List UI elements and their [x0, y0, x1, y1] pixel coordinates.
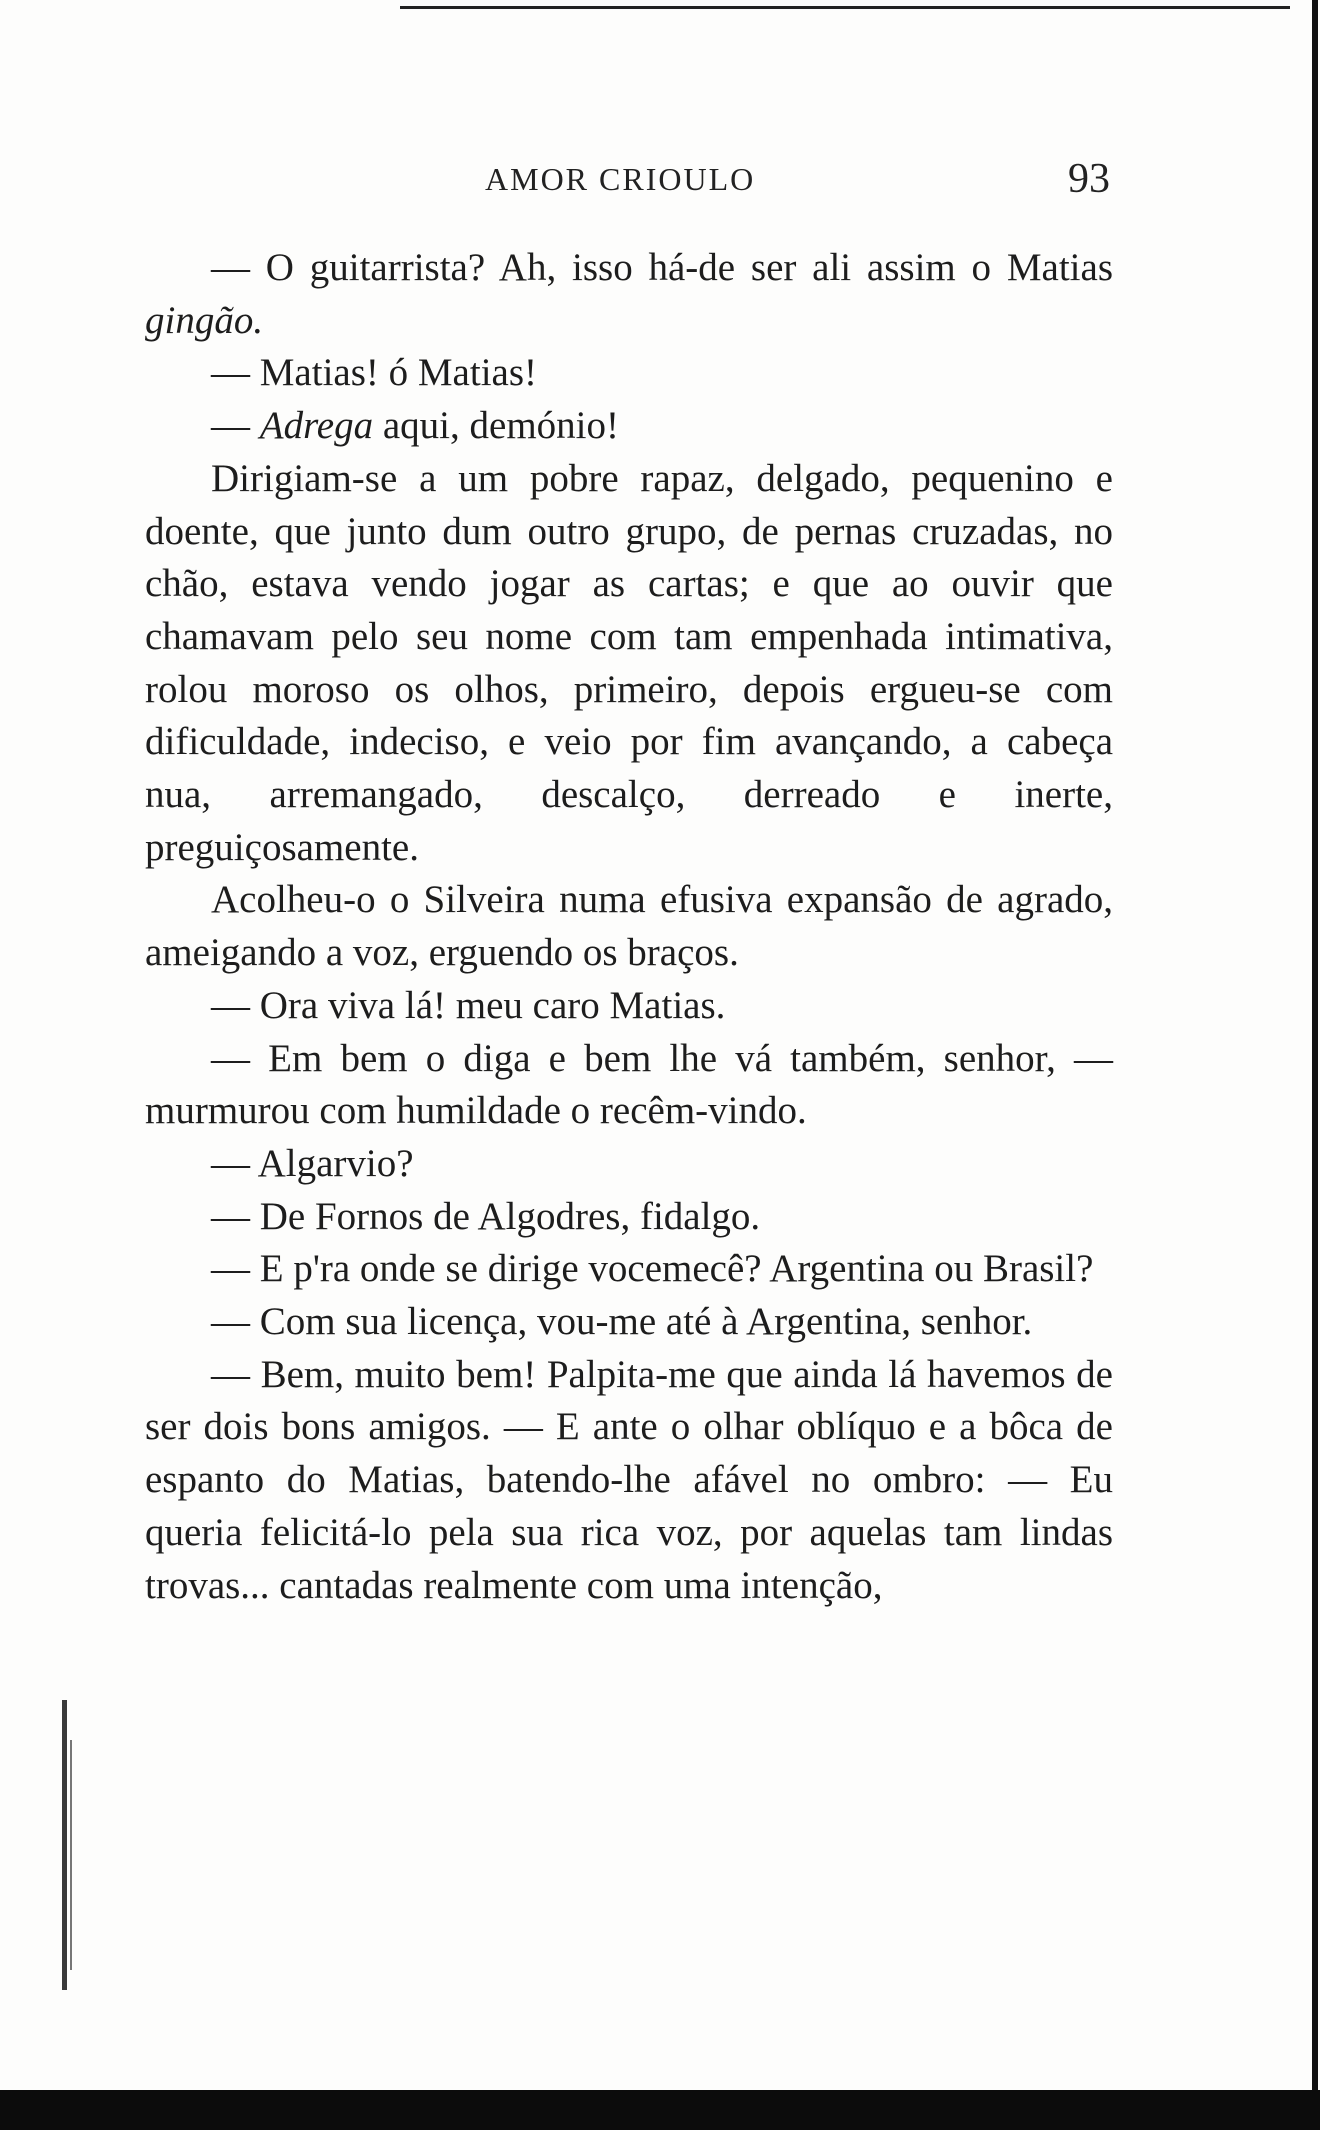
text-run: Acolheu-o o Silveira numa efusiva expansão de agrado, ameigando a voz, erguendo os braços. [145, 878, 1113, 975]
italic-text: gingão. [145, 298, 264, 342]
body-text [145, 242, 1113, 1612]
running-title: AMOR CRIOULO [485, 161, 756, 197]
paragraph [145, 242, 1113, 347]
text-run: — Ora viva lá! meu caro Matias. [211, 983, 726, 1027]
binding-shadow [62, 1700, 67, 1990]
scan-edge-bottom [0, 2090, 1320, 2130]
text-run: Dirigiam-se a um pobre rapaz, delgado, pequenino e doente, que junto dum outro grupo, de pernas cruzadas, no chão, estava vendo jogar as cartas; e que ao ouvir que chamavam pelo seu nome com tam empenhada intimativa, rolou moroso os olhos, primeiro, depois ergueu-se com dificuldade, indeciso, e veio por fim avançando, a cabeça nua, arremangado, descalço, derreado e inerte, preguiçosamente. [145, 456, 1113, 869]
text-run: — Bem, muito bem! Palpita-me que ainda lá havemos de ser dois bons amigos. — E ante o olhar oblíquo e a bôca de espanto do Matias, batendo-lhe afável no ombro: — Eu queria felicitá-lo pela sua rica voz, por aquelas tam lindas trovas... cantadas realmente com uma intenção, [145, 1352, 1113, 1607]
paragraph [145, 347, 1113, 400]
running-header [145, 155, 1110, 205]
paragraph [145, 1191, 1113, 1244]
page-number: 93 [1068, 156, 1110, 202]
text-run: — Matias! ó Matias! [211, 351, 538, 395]
binding-shadow-inner [70, 1740, 72, 1970]
text-run: — [211, 404, 260, 448]
paragraph [145, 980, 1113, 1033]
paragraph [145, 1243, 1113, 1296]
scan-edge-right [1312, 0, 1318, 2130]
paragraph [145, 1138, 1113, 1191]
text-run: — Algarvio? [211, 1141, 414, 1185]
paragraph [145, 1296, 1113, 1349]
text-run: — Com sua licença, vou-me até à Argentina, senhor. [211, 1300, 1033, 1344]
italic-text: Adrega [259, 404, 374, 448]
paragraph [145, 874, 1113, 979]
paragraph [145, 453, 1113, 875]
text-run: — E p'ra onde se dirige vocemecê? Argentina ou Brasil? [211, 1247, 1094, 1291]
text-run: — De Fornos de Algodres, fidalgo. [211, 1194, 761, 1238]
text-run: — Em bem o diga e bem lhe vá também, senhor, — murmurou com humildade o recêm-vindo. [145, 1036, 1113, 1133]
paragraph [145, 1349, 1113, 1613]
text-run: — O guitarrista? Ah, isso há-de ser ali assim o Matias [211, 246, 1113, 289]
paragraph [145, 400, 1113, 453]
scan-edge-top [400, 6, 1290, 9]
paragraph [145, 1033, 1113, 1138]
text-run: aqui, demónio! [373, 404, 619, 448]
